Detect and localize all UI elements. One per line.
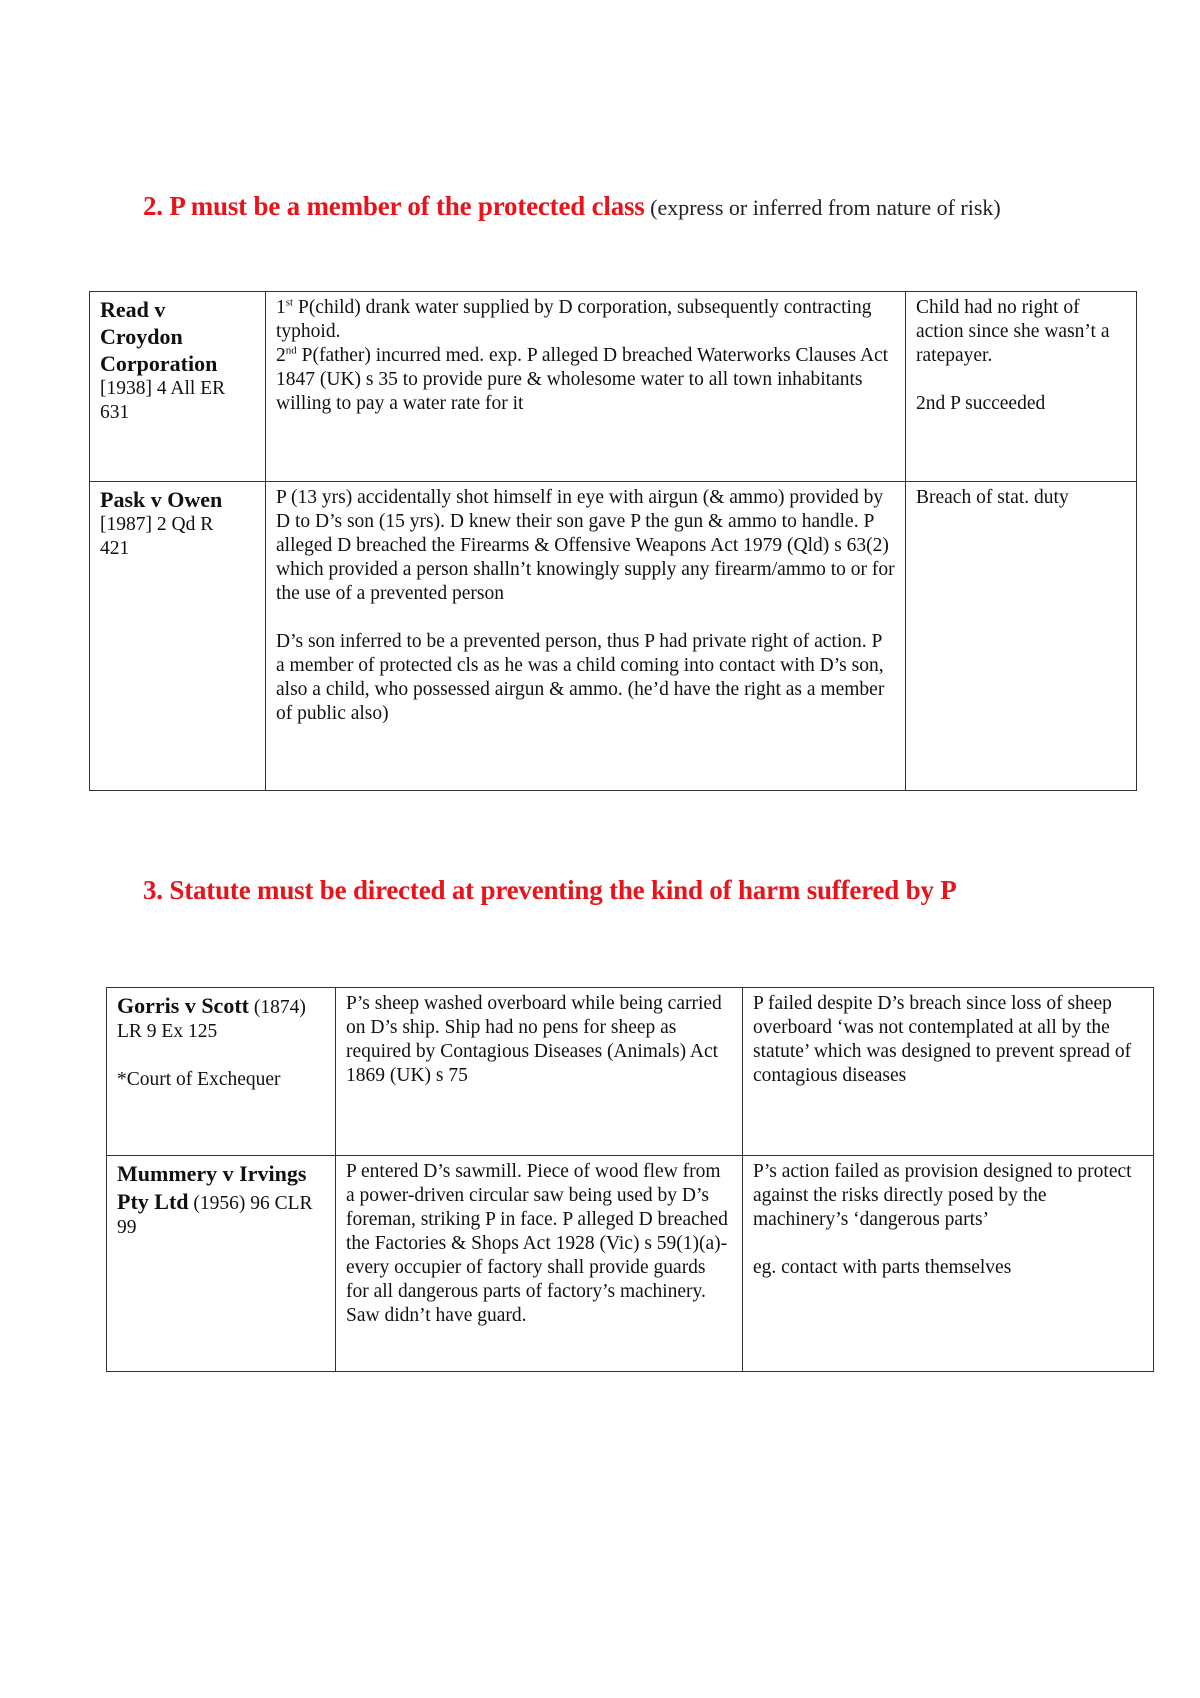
case-citation: 99	[117, 1217, 137, 1238]
case-facts-paragraph: P’s sheep washed overboard while being carried on D’s ship. Ship had no pens for sheep as required by Contagious Diseases (Animals) Act 1869 (UK) s 75	[346, 993, 722, 1086]
case-outcome-cell	[906, 292, 1137, 482]
case-name: Pask v Owen	[100, 487, 223, 512]
case-facts-paragraph: D’s son inferred to be a prevented person, thus P had private right of action. P a member of protected cls as he was a child coming into contact with D’s son, also a child, who possessed airgun & ammo. (he’d have the right as a member of public also)	[276, 631, 885, 724]
table-row	[90, 292, 1137, 482]
table-row	[90, 482, 1137, 791]
section-2-note: (express or inferred from nature of risk)	[644, 195, 1001, 220]
case-outcome: 2nd P succeeded	[916, 393, 1046, 414]
kind-of-harm-cases-table	[106, 987, 1154, 1372]
case-name-cell	[107, 1156, 336, 1372]
case-citation: LR 9 Ex 125	[117, 1021, 218, 1042]
case-facts-line-2: 2nd P(father) incurred med. exp. P alleged D breached Waterworks Clauses Act 1847 (UK) s 35 to provide pure & wholesome water to all town inhabitants willing to pay a water rate for it	[276, 344, 889, 414]
case-outcome: Child had no right of action since she wasn’t a ratepayer.	[916, 297, 1110, 366]
case-outcome: Breach of stat. duty	[916, 487, 1069, 508]
case-outcome: P’s action failed as provision designed to protect against the risks directly posed by the machinery’s ‘dangerous parts’	[753, 1161, 1132, 1230]
case-facts-cell	[266, 292, 906, 482]
table-row	[107, 1156, 1154, 1372]
case-facts-cell	[336, 1156, 743, 1372]
case-outcome-cell	[743, 1156, 1154, 1372]
section-2-heading	[143, 191, 1001, 222]
case-facts-cell	[336, 988, 743, 1156]
court-note: *Court of Exchequer	[117, 1069, 281, 1090]
case-outcome: eg. contact with parts themselves	[753, 1257, 1012, 1278]
case-name-cell	[90, 482, 266, 791]
case-outcome: P failed despite D’s breach since loss of sheep overboard ‘was not contemplated at all by the statute’ which was designed to prevent spread of contagious diseases	[753, 993, 1132, 1086]
case-facts-paragraph: P (13 yrs) accidentally shot himself in eye with airgun (& ammo) provided by D to D’s son (15 yrs). D knew their son gave P the gun & ammo to handle. P alleged D breached the Firearms & Offensive Weapons Act 1979 (Qld) s 63(2) which provided a person shalln’t knowingly supply any firearm/ammo to or for the use of a prevented person	[276, 487, 895, 604]
case-name: Read v Croydon Corporation	[100, 297, 218, 376]
case-name: Gorris v Scott (1874)	[117, 993, 306, 1018]
case-facts-line-1: 1st P(child) drank water supplied by D corporation, subsequently contracting typhoid.	[276, 296, 872, 342]
case-facts-paragraph: P entered D’s sawmill. Piece of wood flew from a power-driven circular saw being used by D’s foreman, striking P in face. P alleged D breached the Factories & Shops Act 1928 (Vic) s 59(1)(a)-every occupier of factory shall provide guards for all dangerous parts of factory’s machinery. Saw didn’t have guard.	[346, 1161, 728, 1326]
case-citation: [1938] 4 All ER 631	[100, 378, 226, 423]
case-facts-cell	[266, 482, 906, 791]
case-outcome-cell	[906, 482, 1137, 791]
case-name-cell	[107, 988, 336, 1156]
table-row	[107, 988, 1154, 1156]
case-name-cell	[90, 292, 266, 482]
case-outcome-cell	[743, 988, 1154, 1156]
section-3-heading	[143, 875, 957, 906]
section-3-title: 3. Statute must be directed at preventing the kind of harm suffered by P	[143, 875, 957, 905]
case-citation: [1987] 2 Qd R 421	[100, 514, 214, 559]
section-2-title: 2. P must be a member of the protected class	[143, 191, 645, 221]
protected-class-cases-table	[89, 291, 1137, 791]
case-name: Mummery v Irvings Pty Ltd (1956) 96 CLR	[117, 1161, 313, 1214]
